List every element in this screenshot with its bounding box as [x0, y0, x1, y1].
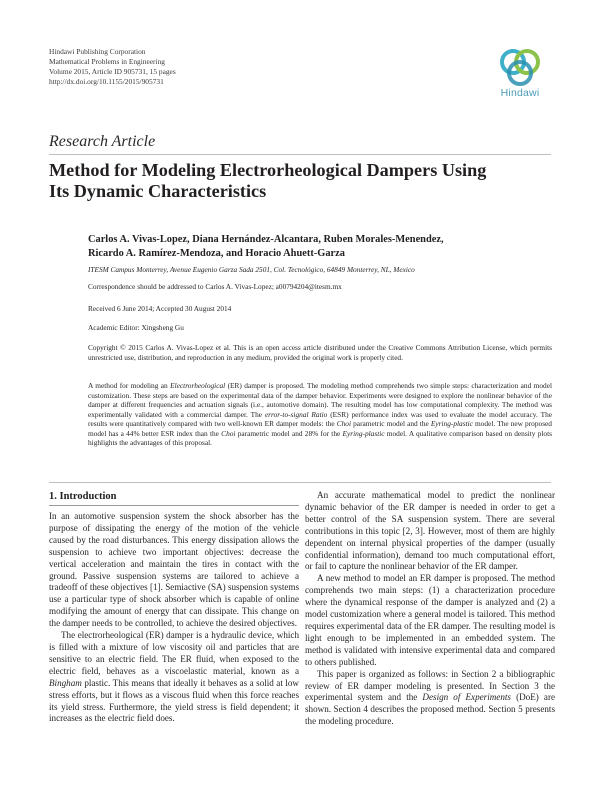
abstract-emphasis: Eyring-plastic	[430, 419, 473, 428]
title-divider	[49, 154, 551, 155]
journal-name: Mathematical Problems in Engineering	[49, 57, 165, 66]
journal-header	[49, 47, 176, 87]
right-column	[305, 490, 555, 728]
abstract-text: (ER) damper is proposed. The modeling method comprehends two simple steps: characterization and model customization. These steps are based on the experimental data of the damper behavior. Experiments were designed to explore the nonlinear behavior of the damper at different frequencies and actuation signals (i.e., automotive domain). The resulting model has low computational complexity. The method was experimentally validated with a commercial damper. The	[88, 381, 553, 419]
abstract-text: model. A qualitative comparison based on density plots highlights the advantages of this proposal.	[88, 428, 552, 447]
abstract-emphasis: Eyring-plastic	[342, 428, 385, 438]
affiliation: ITESM Campus Monterrey, Avenue Eugenio Garza Sada 2501, Col. Tecnológico, 64849 Monterrey, NL, Mexico	[88, 265, 415, 274]
dates: Received 6 June 2014; Accepted 30 August 2014	[88, 304, 232, 313]
abstract-text: (ESR) performance index was used to evaluate the model accuracy. The results were quantitatively compared with two well-known ER damper models: the	[88, 409, 553, 428]
volume-info: Volume 2015, Article ID 905731, 15 pages	[49, 67, 176, 76]
abstract	[88, 381, 552, 448]
hindawi-logo	[492, 48, 548, 99]
section-heading-underline	[49, 505, 299, 506]
paragraph-text: (DoE) are shown. Section 4 describes the proposed method. Section 5 presents the modeling procedure.	[305, 692, 556, 727]
title-line-2: Its Dynamic Characteristics	[49, 181, 267, 201]
abstract-emphasis: Electrorheological	[170, 381, 226, 390]
paragraph: An accurate mathematical model to predict the nonlinear dynamic behavior of the ER damper is needed in order to get a better control of the SA suspension system. There are several contributions in this topic [2, 3]. However, most of them are highly dependent on internal physical properties of the damper (usually confidential information), demand too much computational effort, or fail to capture the nonlinear behavior of the ER damper.	[305, 490, 555, 572]
title-line-1: Method for Modeling Electrorheological Dampers Using	[49, 160, 487, 180]
hindawi-logo-icon	[498, 48, 542, 86]
article-type: Research Article	[49, 133, 156, 150]
abstract-text: parametric model and 28% for the	[235, 428, 343, 438]
paragraph-text: This paper is organized as follows: in Section 2 a bibliographic review of ER damper modeling is presented. In Section 3 the experimental system and the	[305, 668, 555, 703]
authors-line-2: Ricardo A. Ramírez-Mendoza, and Horacio Ahuett-Garza	[88, 248, 345, 259]
doi-link[interactable]: http://dx.doi.org/10.1155/2015/905731	[49, 77, 164, 86]
abstract-text: A method for modeling an	[88, 381, 171, 390]
paragraph-text: The electrorheological (ER) damper is a hydraulic device, which is filled with a mixture of low viscosity oil and particles that are sensitive to an electric field. The ER fluid, when exposed to the electric field, behaves as a viscoelastic material, known as a	[49, 630, 299, 676]
publisher-name: Hindawi Publishing Corporation	[49, 47, 146, 56]
abstract-emphasis: error-to-signal Ratio	[264, 409, 328, 419]
left-column	[49, 511, 299, 725]
abstract-text: parametric model and the	[351, 419, 431, 428]
abstract-text: model. The new proposed model has a 44% better ESR index than the	[88, 419, 552, 438]
authors-line-1: Carlos A. Vivas-Lopez, Diana Hernández-Alcantara, Ruben Morales-Menendez,	[88, 234, 444, 245]
academic-editor: Academic Editor: Xingsheng Gu	[88, 323, 184, 332]
correspondence: Correspondence should be addressed to Carlos A. Vivas-Lopez; a00794204@itesm.mx	[88, 282, 342, 291]
author-list	[88, 233, 558, 261]
paragraph-emphasis: Design of Experiments	[422, 692, 511, 703]
logo-text: Hindawi	[500, 87, 540, 99]
paragraph	[49, 630, 299, 725]
article-title	[49, 160, 569, 202]
paragraph-text: plastic. This means that ideally it behaves as a solid at low stress efforts, but it flows as a viscous fluid when this force reaches its yield stress. Furthermore, the yield stress is field dependent; it increases as the electric field does.	[49, 677, 299, 724]
section-divider	[49, 482, 551, 483]
copyright-notice: Copyright © 2015 Carlos A. Vivas-Lopez et al. This is an open access article distributed under the Creative Commons Attribution License, which permits unrestricted use, distribution, and reproduction in any medium, provided the original work is properly cited.	[88, 343, 552, 362]
paragraph: In an automotive suspension system the shock absorber has the purpose of dissipating the energy of the motion of the vehicle caused by the road disturbances. This energy dissipation allows the suspension to achieve two important objectives: decrease the vertical acceleration and maintain the tires in contact with the ground. Passive suspension systems are tailored to achieve a tradeoff of these objectives [1]. Semiactive (SA) suspension systems use a particular type of shock absorber which is capable of online modifying the amount of energy that can dissipate. This change on the damper needs to be controlled, to achieve the desired objectives.	[49, 511, 299, 629]
abstract-emphasis: Choi	[336, 419, 352, 428]
paragraph: A new method to model an ER damper is proposed. The method comprehends two main steps: (1) a characterization procedure where the dynamical response of the damper is analyzed and (2) a model customization where a general model is tailored. This method requires experimental data of the ER damper. The resulting model is light enough to be implemented in an embedded system. The method is validated with intensive experimental data and compared to others published.	[305, 573, 555, 667]
paragraph	[305, 669, 555, 729]
paragraph-emphasis: Bingham	[49, 677, 82, 688]
section-heading-introduction: 1. Introduction	[49, 491, 117, 502]
abstract-emphasis: Choi	[221, 428, 236, 438]
